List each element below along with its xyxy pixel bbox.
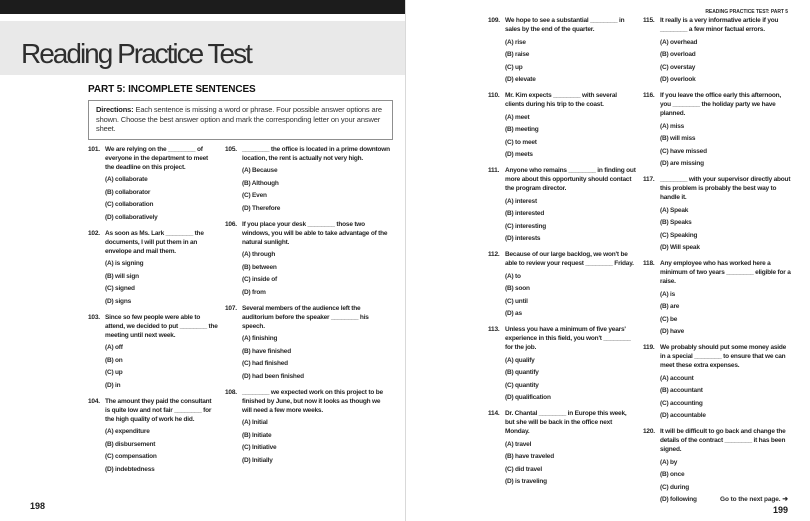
question-item bbox=[88, 229, 218, 306]
question-body bbox=[242, 220, 390, 297]
answer-option: (B) collaborator bbox=[105, 188, 151, 196]
question-stem: Because of our large backlog, we won't be able to review your request ________ Friday. bbox=[505, 251, 634, 267]
question-item bbox=[643, 343, 793, 420]
page-right bbox=[405, 0, 810, 521]
page-number-right: 199 bbox=[772, 505, 788, 515]
answer-option: (B) once bbox=[660, 471, 685, 478]
question-body bbox=[505, 250, 636, 318]
answer-option: (D) qualification bbox=[505, 394, 551, 401]
answer-option: (C) until bbox=[505, 297, 528, 305]
question-stem: As soon as Ms. Lark ________ the documents, I will put them in an envelope and mail them. bbox=[105, 229, 204, 255]
answer-option: (A) is signing bbox=[105, 260, 144, 267]
answer-option: (C) Speaking bbox=[660, 231, 698, 239]
answer-option: (B) raise bbox=[505, 51, 530, 58]
question-number: 116. bbox=[643, 92, 655, 99]
question-column-1 bbox=[88, 145, 218, 481]
question-item bbox=[225, 304, 390, 381]
answer-option: (B) Although bbox=[242, 179, 279, 187]
question-body bbox=[505, 16, 636, 84]
answer-option: (A) collaborate bbox=[105, 176, 148, 183]
question-number: 104. bbox=[88, 397, 100, 405]
answer-option: (C) interesting bbox=[505, 222, 547, 230]
question-item bbox=[225, 220, 390, 297]
right-question-columns bbox=[488, 16, 793, 511]
question-number: 119. bbox=[643, 344, 655, 351]
question-body bbox=[660, 427, 793, 504]
answer-option: (C) quantity bbox=[505, 381, 539, 389]
question-item bbox=[488, 409, 636, 486]
directions-box bbox=[88, 100, 393, 140]
running-header: READING PRACTICE TEST: PART 5 bbox=[705, 9, 788, 15]
answer-option: (C) up bbox=[505, 63, 523, 71]
answer-option: (A) off bbox=[105, 344, 123, 351]
answer-option: (B) Initiate bbox=[242, 431, 272, 439]
question-number: 110. bbox=[488, 92, 500, 99]
answer-option: (A) by bbox=[660, 458, 678, 466]
answer-option: (A) expenditure bbox=[105, 428, 150, 435]
question-number: 105. bbox=[225, 145, 237, 153]
answer-option: (C) Even bbox=[242, 192, 267, 199]
next-page-arrow-icon: ➜ bbox=[782, 496, 788, 503]
question-stem: We probably should put some money aside in a special ________ to ensure that we can meet these extra expenses. bbox=[660, 344, 787, 369]
answer-option: (B) on bbox=[105, 356, 123, 364]
question-number: 112. bbox=[488, 251, 500, 258]
answer-option: (D) interests bbox=[505, 235, 541, 242]
question-stem: If you leave the office early this afternoon, you ________ the holiday party we have planned. bbox=[660, 92, 782, 117]
question-number: 117. bbox=[643, 176, 655, 183]
question-body bbox=[660, 259, 793, 336]
page-title: Reading Practice Test bbox=[21, 38, 251, 69]
question-stem: Since so few people were able to attend, we decided to put ________ the meeting until next week. bbox=[105, 313, 218, 339]
answer-option: (B) have finished bbox=[242, 347, 291, 355]
directions-label: Directions: bbox=[96, 105, 134, 114]
question-stem: It really is a very informative article if you ________ a few minor factual errors. bbox=[660, 17, 779, 33]
answer-option: (A) through bbox=[242, 251, 276, 258]
directions-text: Each sentence is missing a word or phrase. Four possible answer options are shown. Choose the best answer option and mark the corresponding letter on your answer sheet. bbox=[96, 105, 382, 133]
answer-option: (A) miss bbox=[660, 122, 685, 130]
question-body bbox=[505, 91, 636, 159]
left-question-columns bbox=[88, 145, 393, 481]
question-number: 102. bbox=[88, 229, 100, 237]
question-body bbox=[660, 175, 793, 252]
answer-option: (B) have traveled bbox=[505, 453, 554, 460]
question-item bbox=[643, 16, 793, 84]
question-number: 115. bbox=[643, 17, 655, 24]
answer-option: (D) have bbox=[660, 328, 685, 335]
answer-option: (C) up bbox=[105, 369, 123, 376]
answer-option: (D) following bbox=[660, 496, 697, 503]
answer-option: (D) meets bbox=[505, 151, 533, 158]
answer-option: (A) interest bbox=[505, 197, 537, 205]
answer-option: (D) had been finished bbox=[242, 372, 304, 380]
question-item bbox=[488, 16, 636, 84]
answer-option: (C) signed bbox=[105, 285, 135, 292]
question-stem: ________ we expected work on this project to be finished by June, but now it looks as though we will need a few more weeks. bbox=[242, 388, 383, 414]
question-stem: Mr. Kim expects ________ with several clients during his trip to the coast. bbox=[505, 92, 617, 108]
question-item bbox=[488, 325, 636, 402]
question-item bbox=[88, 397, 218, 474]
answer-option: (B) Speaks bbox=[660, 219, 692, 226]
answer-option: (A) rise bbox=[505, 38, 526, 46]
question-number: 109. bbox=[488, 17, 500, 24]
question-stem: Several members of the audience left the auditorium before the speaker ________ his speech. bbox=[242, 304, 369, 330]
question-stem: If you place your desk ________ those two windows, you will be able to take advantage of the natural sunlight. bbox=[242, 220, 388, 246]
answer-option: (D) overlook bbox=[660, 76, 696, 83]
question-stem: Dr. Chantal ________ in Europe this week, but she will be back in the office next Monday. bbox=[505, 410, 627, 435]
answer-option: (D) in bbox=[105, 381, 121, 389]
question-stem: Any employee who has worked here a minimum of two years ________ eligible for a raise. bbox=[660, 260, 791, 285]
question-item bbox=[643, 175, 793, 252]
question-number: 118. bbox=[643, 260, 655, 267]
question-body bbox=[505, 166, 636, 243]
question-stem: ________ the office is located in a prime downtown location, the rent is actually not very high. bbox=[242, 145, 390, 162]
answer-option: (C) had finished bbox=[242, 360, 288, 367]
question-item bbox=[88, 145, 218, 222]
answer-option: (D) Therefore bbox=[242, 204, 281, 212]
answer-option: (A) Because bbox=[242, 167, 278, 174]
answer-option: (D) Initially bbox=[242, 456, 273, 464]
answer-option: (C) during bbox=[660, 483, 690, 491]
answer-option: (A) is bbox=[660, 290, 676, 298]
question-item bbox=[88, 313, 218, 390]
answer-option: (A) qualify bbox=[505, 356, 535, 364]
question-stem: ________ with your supervisor directly about this problem is probably the best way to handle it. bbox=[660, 176, 791, 201]
answer-option: (D) Will speak bbox=[660, 244, 700, 251]
answer-option: (B) overload bbox=[660, 51, 696, 58]
question-body bbox=[242, 304, 390, 381]
answer-option: (C) have missed bbox=[660, 147, 707, 155]
question-column-2 bbox=[225, 145, 390, 481]
question-body bbox=[105, 229, 218, 306]
answer-option: (C) collaboration bbox=[105, 201, 154, 208]
page-number-left: 198 bbox=[30, 501, 46, 511]
answer-option: (D) elevate bbox=[505, 76, 536, 83]
answer-option: (B) accountant bbox=[660, 387, 703, 394]
question-column-3 bbox=[488, 16, 636, 511]
answer-option: (B) meeting bbox=[505, 126, 539, 133]
answer-option: (A) to bbox=[505, 272, 521, 280]
question-item bbox=[488, 250, 636, 318]
question-number: 111. bbox=[488, 167, 500, 174]
title-banner bbox=[0, 21, 405, 75]
question-item bbox=[643, 91, 793, 168]
question-stem: We are relying on the ________ of everyone in the department to meet the deadline on this project. bbox=[105, 145, 209, 171]
question-item bbox=[225, 145, 390, 213]
answer-option: (C) accounting bbox=[660, 399, 703, 407]
next-page-note: Go to the next page. ➜ bbox=[720, 496, 788, 503]
question-item bbox=[488, 91, 636, 159]
question-number: 114. bbox=[488, 410, 500, 417]
question-item bbox=[643, 427, 793, 504]
question-body bbox=[660, 343, 793, 420]
answer-option: (B) will sign bbox=[105, 272, 139, 280]
answer-option: (D) indebtedness bbox=[105, 465, 155, 473]
answer-option: (D) collaboratively bbox=[105, 213, 158, 221]
question-body bbox=[660, 16, 793, 84]
answer-option: (A) meet bbox=[505, 113, 530, 121]
question-stem: The amount they paid the consultant is quite low and not fair ________ for the high quality of work he did. bbox=[105, 397, 212, 423]
answer-option: (B) between bbox=[242, 263, 277, 271]
answer-option: (D) is traveling bbox=[505, 478, 547, 485]
question-number: 101. bbox=[88, 145, 100, 153]
answer-option: (C) to meet bbox=[505, 138, 537, 146]
footer-right bbox=[720, 495, 788, 515]
answer-option: (A) finishing bbox=[242, 335, 278, 342]
question-item bbox=[225, 388, 390, 465]
answer-option: (B) soon bbox=[505, 285, 530, 292]
question-item bbox=[643, 259, 793, 336]
answer-option: (D) as bbox=[505, 310, 522, 317]
question-body bbox=[505, 325, 636, 402]
answer-option: (A) travel bbox=[505, 440, 532, 448]
question-stem: It will be difficult to go back and change the details of the contract ________ it has been signed. bbox=[660, 428, 786, 453]
question-number: 107. bbox=[225, 304, 237, 312]
question-number: 106. bbox=[225, 220, 237, 228]
part-heading: PART 5: INCOMPLETE SENTENCES bbox=[88, 84, 256, 95]
question-body bbox=[242, 388, 390, 465]
answer-option: (A) overhead bbox=[660, 38, 698, 46]
answer-option: (C) be bbox=[660, 315, 678, 323]
answer-option: (C) inside of bbox=[242, 276, 277, 283]
question-stem: We hope to see a substantial ________ in sales by the end of the quarter. bbox=[505, 17, 625, 33]
answer-option: (D) from bbox=[242, 288, 266, 296]
answer-option: (C) compensation bbox=[105, 453, 157, 460]
question-body bbox=[242, 145, 390, 213]
answer-option: (A) account bbox=[660, 374, 694, 382]
question-number: 113. bbox=[488, 326, 500, 333]
question-body bbox=[660, 91, 793, 168]
answer-option: (D) accountable bbox=[660, 412, 706, 419]
answer-option: (C) overstay bbox=[660, 63, 696, 71]
answer-option: (D) are missing bbox=[660, 160, 704, 167]
answer-option: (D) signs bbox=[105, 297, 132, 305]
answer-option: (C) did travel bbox=[505, 465, 542, 473]
left-page-body bbox=[0, 84, 405, 481]
answer-option: (B) are bbox=[660, 303, 680, 310]
answer-option: (C) Initiative bbox=[242, 444, 277, 451]
top-black-bar bbox=[0, 0, 405, 14]
question-item bbox=[488, 166, 636, 243]
answer-option: (B) interested bbox=[505, 210, 545, 217]
question-number: 103. bbox=[88, 313, 100, 321]
answer-option: (A) Speak bbox=[660, 206, 689, 214]
answer-option: (A) Initial bbox=[242, 419, 268, 426]
question-column-4 bbox=[643, 16, 793, 511]
answer-option: (B) quantify bbox=[505, 369, 539, 376]
question-body bbox=[105, 145, 218, 222]
question-body bbox=[505, 409, 636, 486]
answer-option: (B) disbursement bbox=[105, 440, 156, 448]
question-number: 120. bbox=[643, 428, 655, 435]
question-number: 108. bbox=[225, 388, 237, 396]
question-stem: Unless you have a minimum of five years' experience in this field, you won't ________ for the job. bbox=[505, 326, 631, 351]
question-stem: Anyone who remains ________ in finding out more about this opportunity should contact the program director. bbox=[505, 167, 636, 192]
question-body bbox=[105, 313, 218, 390]
answer-option: (B) will miss bbox=[660, 135, 696, 142]
question-body bbox=[105, 397, 218, 474]
